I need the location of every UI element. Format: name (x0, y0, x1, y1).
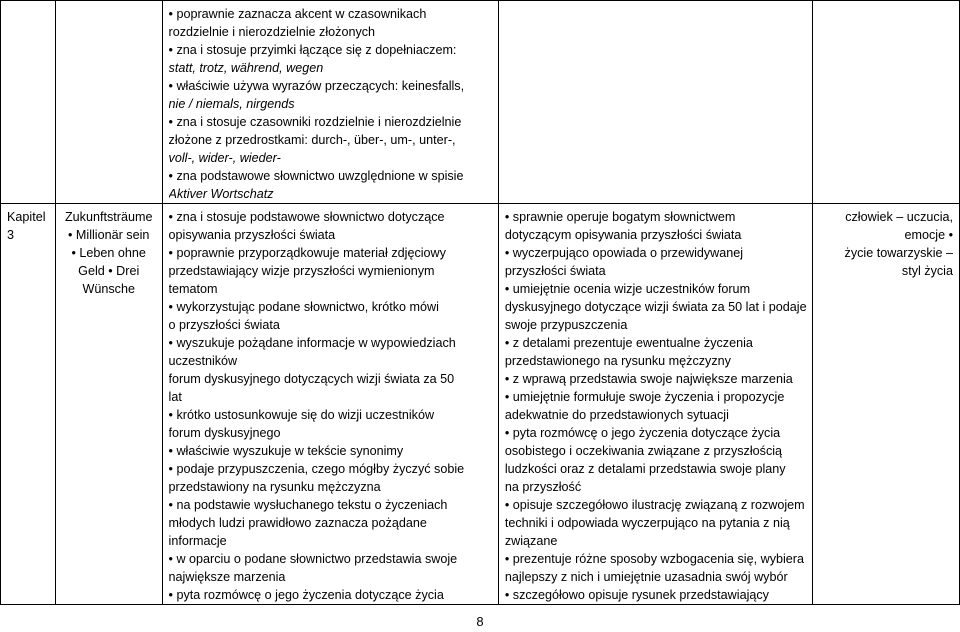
page-number: 8 (476, 614, 484, 629)
requirement-line: złożone z przedrostkami: durch-, über-, um-, unter-, (168, 133, 456, 147)
requirement-line: swoje przypuszczenia (504, 318, 628, 332)
requirement-line: • szczegółowo opisuje rysunek przedstawiający (504, 588, 769, 602)
requirement-line: lat (168, 390, 182, 404)
requirement-line: informacje (168, 534, 227, 548)
topic-line: • Millionär sein (68, 228, 150, 242)
requirement-line: • z wprawą przedstawia swoje największe marzenia (504, 372, 793, 386)
requirement-line: • poprawnie przyporządkowuje materiał zdjęciowy (168, 246, 446, 260)
requirement-line: uczestników (168, 354, 238, 368)
requirement-line: młodych ludzi prawidłowo zaznacza pożądane (168, 516, 427, 530)
empty-cell (812, 1, 959, 204)
requirement-line: • na podstawie wysłuchanego tekstu o życzeniach (168, 498, 448, 512)
top-requirements-list (163, 1, 498, 203)
table-row-bottom (1, 204, 960, 605)
education-topic-line: człowiek – uczucia, (845, 210, 953, 224)
topic-line: • Leben ohne (71, 246, 146, 260)
requirement-line: na przyszłość (504, 480, 582, 494)
requirement-line: opisywania przyszłości świata (168, 228, 336, 242)
requirement-line: • w oparciu o podane słownictwo przedstawia swoje (168, 552, 458, 566)
requirement-line: • właściwie wyszukuje w tekście synonimy (168, 444, 404, 458)
requirement-line: • umiejętnie ocenia wizje uczestników forum (504, 282, 751, 296)
requirement-line: przedstawionego na rysunku mężczyzny (504, 354, 731, 368)
requirement-line: voll-, wider-, wieder- (168, 151, 281, 165)
topic-line: Geld • Drei (78, 264, 140, 278)
requirement-line: • zna i stosuje czasowniki rozdzielnie i nierozdzielnie (168, 115, 462, 129)
requirement-line: • zna podstawowe słownictwo uwzględnione w spisie (168, 169, 464, 183)
education-topic-line: styl życia (901, 264, 953, 278)
requirement-line: Aktiver Wortschatz (168, 187, 274, 201)
requirement-line: • z detalami prezentuje ewentualne życzenia (504, 336, 753, 350)
requirement-line: • pyta rozmówcę o jego życzenia dotyczące życia (504, 426, 781, 440)
requirement-line: związane (504, 534, 558, 548)
requirement-line: rozdzielnie i nierozdzielnie złożonych (168, 25, 376, 39)
empty-cell (498, 1, 812, 204)
chapter-label: Kapitel (7, 210, 46, 224)
requirement-line: • właściwie używa wyrazów przeczących: keinesfalls, (168, 79, 465, 93)
extended-requirements-cell (498, 204, 812, 605)
requirement-line: • wyczerpująco opowiada o przewidywanej (504, 246, 744, 260)
requirement-line: nie / niemals, nirgends (168, 97, 295, 111)
requirement-line: • prezentuje różne sposoby wzbogacenia się, wybiera (504, 552, 804, 566)
requirement-line: • umiejętnie formułuje swoje życzenia i propozycje (504, 390, 785, 404)
topic-line: Zukunftsträume (64, 210, 153, 224)
requirement-line: • sprawnie operuje bogatym słownictwem (504, 210, 736, 224)
requirement-line: dyskusyjnego dotyczące wizji świata za 50 lat i podaje (504, 300, 807, 314)
requirement-line: • podaje przypuszczenia, czego mógłby życzyć sobie (168, 462, 465, 476)
requirement-line: • pyta rozmówcę o jego życzenia dotyczące życia (168, 588, 444, 602)
requirement-line: • wykorzystując podane słownictwo, krótko mówi (168, 300, 439, 314)
requirement-line: najlepszy z nich i umiejętnie uzasadnia swój wybór (504, 570, 788, 584)
requirement-line: przedstawiony na rysunku mężczyzna (168, 480, 381, 494)
requirement-line: ludzkości oraz z detalami przedstawia swoje plany (504, 462, 786, 476)
requirement-line: przedstawiający wizje przyszłości wymienionym (168, 264, 435, 278)
extended-requirements-list (499, 204, 812, 604)
requirement-line: dotyczącym opisywania przyszłości świata (504, 228, 742, 242)
requirement-line: tematom (168, 282, 218, 296)
requirement-line: adekwatnie do przedstawionych sytuacji (504, 408, 729, 422)
requirement-line: statt, trotz, während, wegen (168, 61, 324, 75)
requirement-line: • krótko ustosunkowuje się do wizji uczestników (168, 408, 435, 422)
education-topics-cell (812, 204, 959, 605)
empty-cell (55, 1, 162, 204)
topic-cell (55, 204, 162, 605)
requirement-line: największe marzenia (168, 570, 286, 584)
topic-line: Wünsche (82, 282, 135, 296)
education-topic-line: emocje • (904, 228, 953, 242)
basic-requirements-list (163, 204, 498, 604)
top-requirements-cell (162, 1, 498, 204)
requirement-line: • zna i stosuje przyimki łączące się z dopełniaczem: (168, 43, 457, 57)
requirement-line: przyszłości świata (504, 264, 606, 278)
requirement-line: • zna i stosuje podstawowe słownictwo dotyczące (168, 210, 445, 224)
empty-cell (1, 1, 56, 204)
requirement-line: forum dyskusyjnego dotyczących wizji świata za 50 (168, 372, 455, 386)
requirement-line: techniki i odpowiada wyczerpująco na pytania z nią (504, 516, 790, 530)
requirement-line: forum dyskusyjnego (168, 426, 281, 440)
requirement-line: • poprawnie zaznacza akcent w czasownikach (168, 7, 427, 21)
requirement-line: • opisuje szczegółowo ilustrację związaną z rozwojem (504, 498, 805, 512)
table-row-top (1, 1, 960, 204)
requirement-line: • wyszukuje pożądane informacje w wypowiedziach (168, 336, 456, 350)
chapter-cell (1, 204, 56, 605)
requirement-line: o przyszłości świata (168, 318, 280, 332)
education-topic-line: życie towarzyskie – (844, 246, 953, 260)
requirement-line: osobistego i oczekiwania związane z przyszłością (504, 444, 783, 458)
chapter-number: 3 (7, 228, 15, 242)
basic-requirements-cell (162, 204, 498, 605)
